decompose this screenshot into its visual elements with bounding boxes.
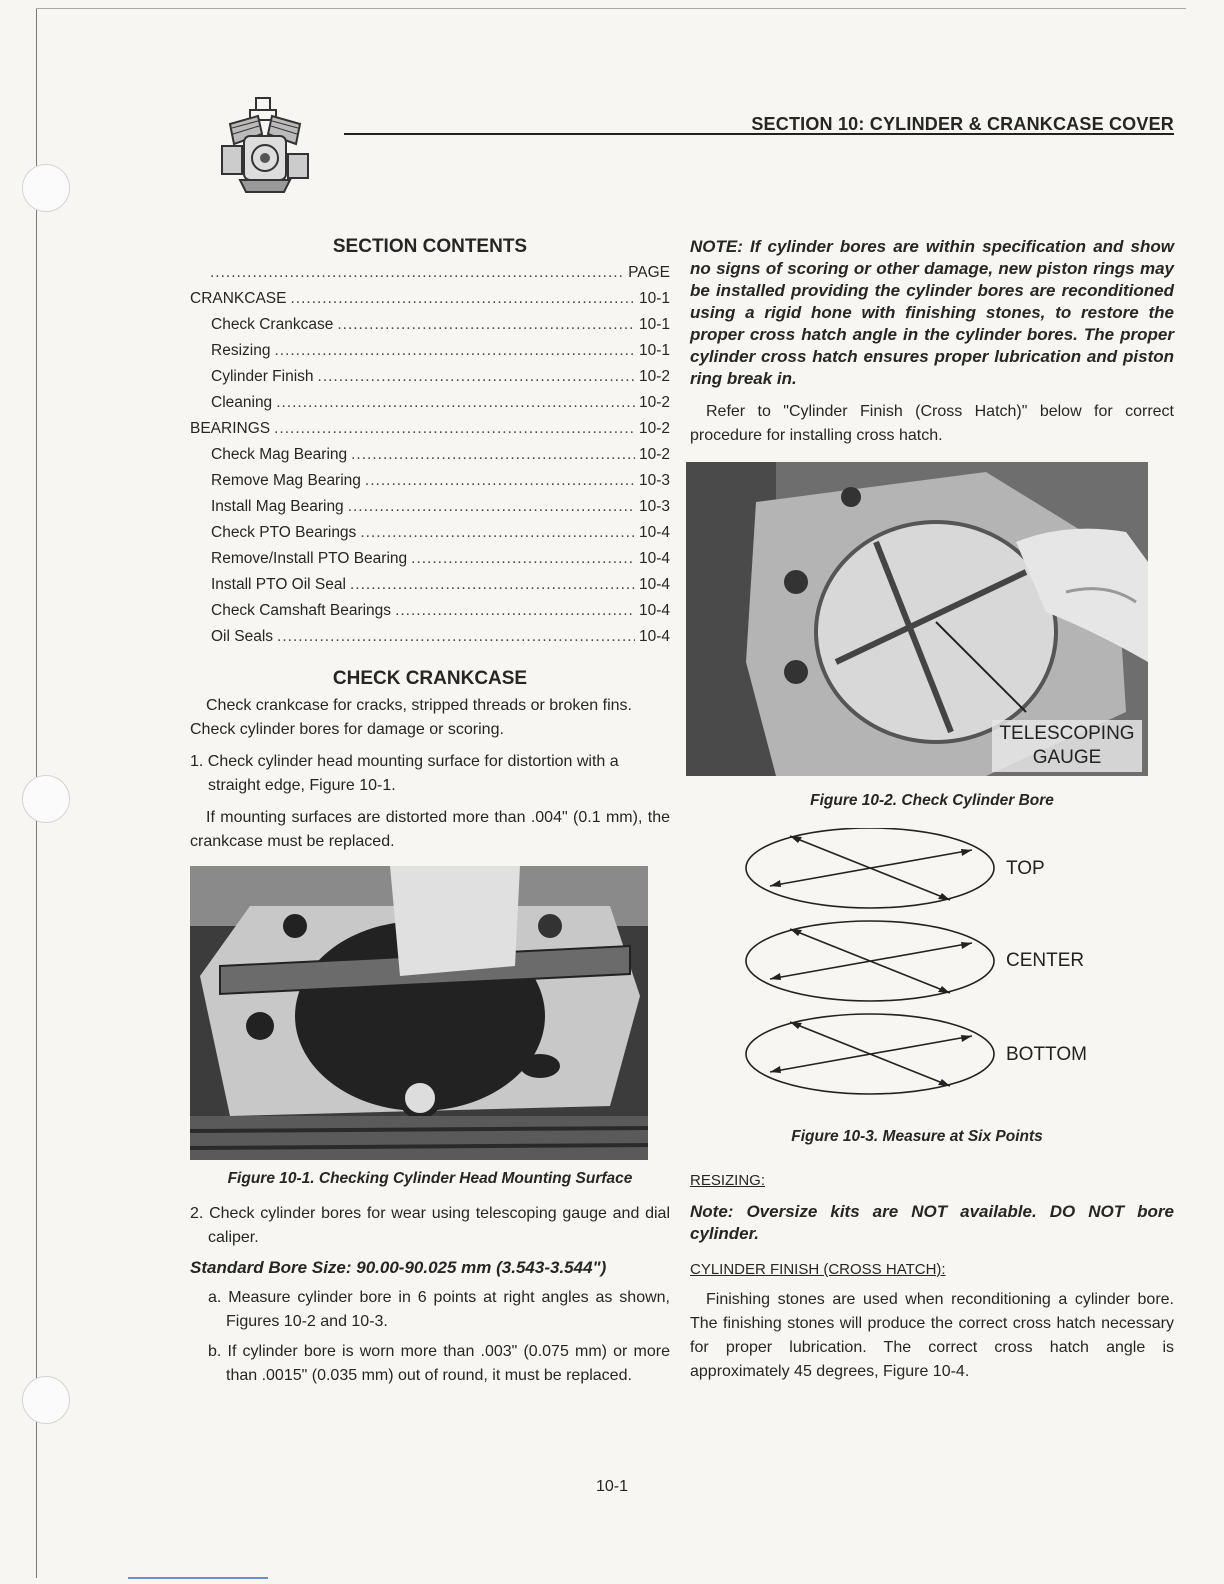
resizing-heading: RESIZING:: [690, 1172, 766, 1189]
step-1: 1. Check cylinder head mounting surface for distortion with a straight edge, Figure 10-1.: [190, 753, 619, 794]
rehone-note: NOTE: If cylinder bores are within specification and show no signs of scoring or other damage, new piston rings may be installed providing the cylinder bores are reconditioned using a rigid hone with finishing stones, to restore the proper cross hatch angle in the cylinder bores. The proper cylinder cross hatch ensures proper lubrication and piston ring break in.: [690, 237, 1174, 388]
contents-item: Check PTO Bearings ..... 10-4: [190, 524, 670, 550]
page-number: 10-1: [595, 1478, 629, 1495]
cylinder-finish-heading: CYLINDER FINISH (CROSS HATCH):: [690, 1261, 946, 1278]
check-crankcase-heading: CHECK CRANKCASE: [332, 668, 528, 689]
punch-hole-bottom: [22, 1376, 70, 1424]
oversize-note: Note: Oversize kits are NOT available. DO NOT bore cylinder.: [690, 1202, 1174, 1243]
left-column: [190, 236, 670, 1388]
check-crankcase-intro: Check crankcase for cracks, stripped threads or broken fins. Check cylinder bores for damage or scoring.: [190, 697, 632, 738]
figure-10-2-caption: Figure 10-2. Check Cylinder Bore: [810, 792, 1054, 809]
contents-item: Check Camshaft Bearings ..... 10-4: [190, 602, 670, 628]
figure-10-1-photo: [190, 866, 648, 1160]
contents-item: Install PTO Oil Seal ..... 10-4: [190, 576, 670, 602]
contents-item: Cleaning ..... 10-2: [190, 394, 670, 420]
engine-logo-icon: [210, 94, 320, 198]
figure-10-2-photo: [686, 462, 1148, 776]
contents-item: BEARINGS ..... 10-2: [190, 420, 670, 446]
label-center: CENTER: [1006, 950, 1085, 971]
figure-10-3-caption: Figure 10-3. Measure at Six Points: [791, 1128, 1043, 1145]
contents-title: SECTION CONTENTS: [332, 236, 528, 257]
contents-item: Resizing ..... 10-1: [190, 342, 670, 368]
punch-hole-middle: [22, 775, 70, 823]
contents-item: Check Mag Bearing ..... 10-2: [190, 446, 670, 472]
section-title: SECTION 10: CYLINDER & CRANKCASE COVER: [751, 114, 1174, 134]
label-top: TOP: [1006, 858, 1045, 879]
contents-item: Remove/Install PTO Bearing ..... 10-4: [190, 550, 670, 576]
punch-hole-top: [22, 164, 70, 212]
contents-item: Oil Seals ..... 10-4: [190, 628, 670, 654]
figure-10-3-diagram: [690, 828, 1174, 1098]
cylinder-finish-text: Finishing stones are used when reconditioning a cylinder bore. The finishing stones will produce the correct cross hatch necessary for proper lubrication. The correct cross hatch angle is approximately 45 degrees, Figure 10-4.: [690, 1291, 1174, 1380]
step-a: a. Measure cylinder bore in 6 points at right angles as shown, Figures 10-2 and 10-3.: [208, 1289, 670, 1330]
standard-bore-size: Standard Bore Size: 90.00-90.025 mm (3.543-3.544"): [190, 1258, 607, 1277]
label-bottom: BOTTOM: [1006, 1044, 1087, 1065]
scan-mark: [128, 1577, 268, 1579]
step-2: 2. Check cylinder bores for wear using telescoping gauge and dial caliper.: [190, 1205, 670, 1246]
contents-item: CRANKCASE ..... 10-1: [190, 290, 670, 316]
contents-item: Remove Mag Bearing ..... 10-3: [190, 472, 670, 498]
scan-top-edge: [36, 8, 1186, 9]
contents-item: Install Mag Bearing ..... 10-3: [190, 498, 670, 524]
contents-item: Cylinder Finish ..... 10-2: [190, 368, 670, 394]
telescoping-gauge-label: TELESCOPING GAUGE: [992, 720, 1142, 772]
contents-list: [190, 264, 670, 654]
right-column: [690, 236, 1174, 1384]
distortion-limit: If mounting surfaces are distorted more than .004" (0.1 mm), the crankcase must be replaced.: [190, 809, 670, 850]
step-b: b. If cylinder bore is worn more than .003" (0.075 mm) or more than .0015" (0.035 mm) out of round, it must be replaced.: [208, 1343, 670, 1384]
refer-cross-hatch: Refer to "Cylinder Finish (Cross Hatch)" below for correct procedure for installing cross hatch.: [690, 403, 1174, 444]
contents-page-header: ..... PAGE: [190, 264, 670, 290]
figure-10-1-caption: Figure 10-1. Checking Cylinder Head Mounting Surface: [227, 1170, 633, 1187]
contents-item: Check Crankcase ..... 10-1: [190, 316, 670, 342]
